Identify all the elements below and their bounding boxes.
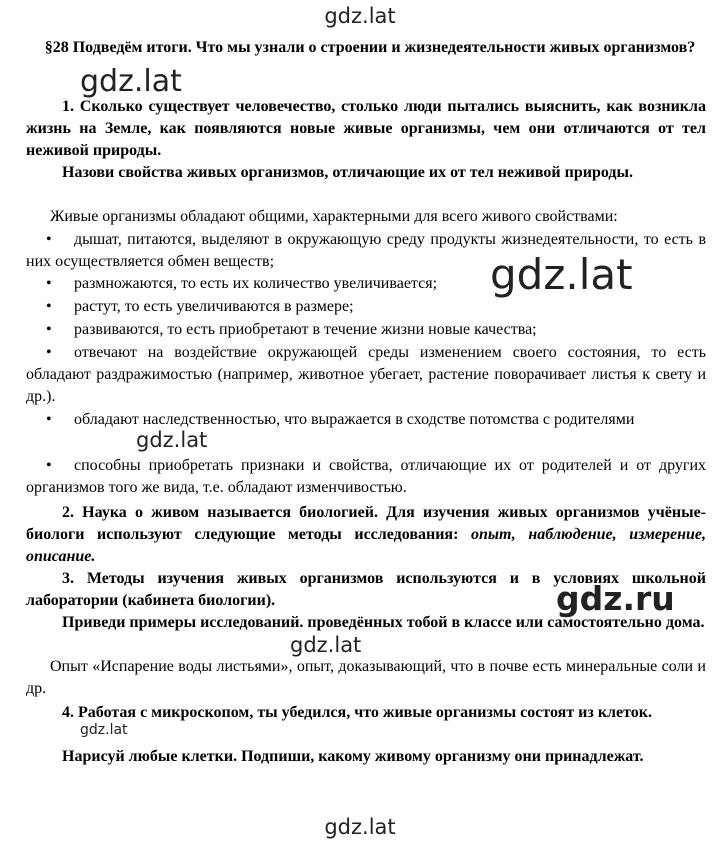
section-title: §28 Подведём итоги. Что мы узнали о строении и жизнедеятельности живых организмов?	[44, 39, 696, 56]
watermark-small-2: gdz.lat	[290, 633, 362, 657]
bullet-text: дышат, питаются, выделяют в окружающую среду продукты жизнедеятельности, то есть в них осуществляется обмен веществ;	[26, 231, 706, 270]
question-1: 1. Сколько существует человечество, столько люди пытались выяснить, как возникла жизнь на Земле, как появляются новые живые организмы, чем они отличаются от тел неживой природы.	[26, 98, 706, 159]
bullet-icon: •	[46, 275, 52, 292]
question-1-task: Назови свойства живых организмов, отличающие их от тел неживой природы.	[62, 164, 633, 181]
watermark-ru: gdz.ru	[556, 579, 675, 618]
answer-3: Опыт «Испарение воды листьями», опыт, доказывающий, что в почве есть минеральные соли и др.	[26, 658, 706, 697]
question-3-task: Приведи примеры исследований. проведённых тобой в классе или самостоятельно дома.	[62, 614, 705, 631]
question-2-methods: опыт, наблюдение, измерение, описание.	[26, 526, 706, 565]
answer-1-intro: Живые организмы обладают общими, характерными для всего живого свойствами:	[50, 208, 618, 225]
bullet-icon: •	[46, 344, 52, 361]
answer-1-bullet-4	[26, 319, 706, 341]
watermark-middle: gdz.lat	[490, 250, 633, 299]
bullet-text: размножаются, то есть их количество увеличивается;	[74, 275, 438, 292]
watermark-left: gdz.lat	[80, 64, 182, 99]
answer-1-bullet-7	[26, 455, 706, 499]
watermark-small-1: gdz.lat	[136, 428, 208, 452]
question-4: 4. Работая с микроскопом, ты убедился, что живые организмы состоят из клеток.	[62, 704, 652, 721]
bullet-text: обладают наследственностью, что выражается в сходстве потомства с родителями	[74, 411, 635, 428]
question-4-task: Нарисуй любые клетки. Подпиши, какому живому организму они принадлежат.	[62, 748, 644, 765]
question-2	[26, 502, 706, 568]
bullet-text: способны приобретать признаки и свойства, отличающие их от родителей и от других организмов того же вида, т.е. обладают изменчивостью.	[26, 457, 706, 496]
bullet-icon: •	[46, 298, 52, 315]
answer-1-bullet-5	[26, 342, 706, 408]
bullet-icon: •	[46, 321, 52, 338]
answer-1-bullet-3	[26, 296, 706, 318]
watermark-small-3: gdz.lat	[80, 722, 128, 738]
bullet-icon: •	[46, 231, 52, 248]
question-2-text: 2. Наука о живом называется биологией. Для изучения живых организмов учёные-биологи используют следующие методы исследования:	[26, 504, 706, 543]
bullet-text: растут, то есть увеличиваются в размере;	[74, 298, 354, 315]
watermark-top: gdz.lat	[324, 4, 396, 28]
bullet-icon: •	[46, 457, 52, 474]
question-3: 3. Методы изучения живых организмов используются и в условиях школьной лаборатории (кабинета биологии).	[26, 570, 706, 609]
answer-1-bullet-6	[26, 409, 706, 431]
bullet-text: отвечают на воздействие окружающей среды изменением своего состояния, то есть обладают раздражимостью (например, животное убегает, растение поворачивает листья к свету и др.).	[26, 344, 706, 405]
watermark-bottom: gdz.lat	[324, 815, 396, 839]
bullet-icon: •	[46, 411, 52, 428]
bullet-text: развиваются, то есть приобретают в течение жизни новые качества;	[74, 321, 537, 338]
